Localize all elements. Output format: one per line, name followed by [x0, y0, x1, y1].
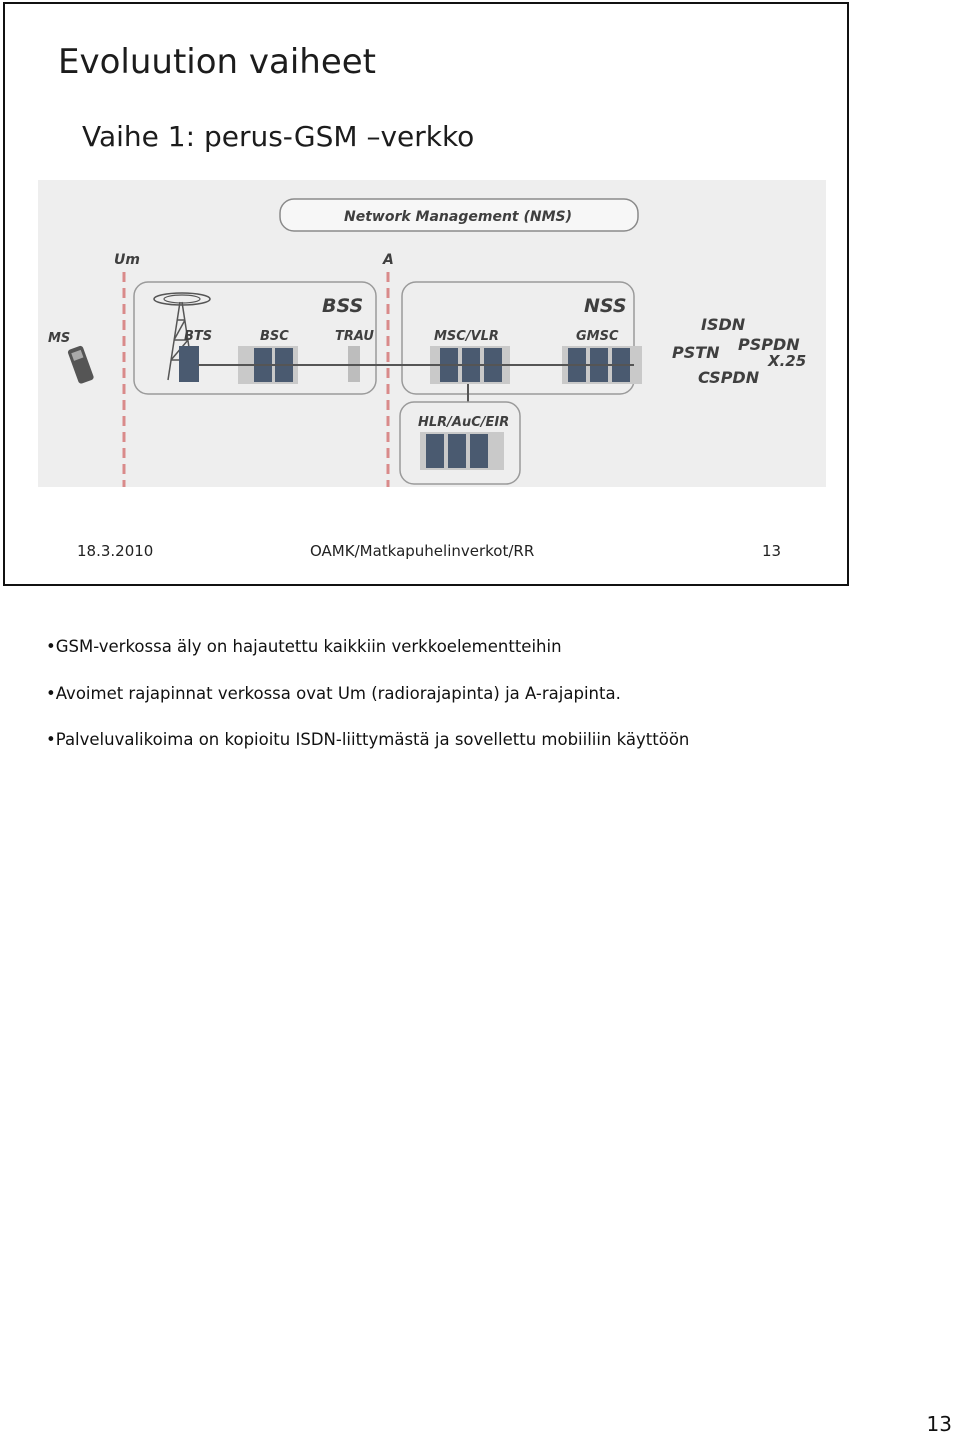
- x25-label: X.25: [768, 352, 807, 370]
- gsm-network-diagram: [38, 180, 826, 487]
- hlr-label: HLR/AuC/EIR: [418, 415, 510, 430]
- isdn-label: ISDN: [701, 315, 746, 334]
- bts-rack: [179, 346, 199, 382]
- footer-date: 18.3.2010: [77, 542, 154, 560]
- bullet-item-1: •GSM-verkossa äly on hajautettu kaikkiin verkkoelementteihin: [46, 637, 562, 656]
- cspdn-label: CSPDN: [698, 368, 760, 387]
- bts-label: BTS: [184, 329, 213, 344]
- bss-label: BSS: [322, 295, 364, 317]
- pstn-label: PSTN: [672, 343, 720, 362]
- ms-label: MS: [48, 331, 71, 346]
- bullet-item-2: •Avoimet rajapinnat verkossa ovat Um (radiorajapinta) ja A-rajapinta.: [46, 684, 621, 703]
- slide: [3, 2, 849, 586]
- um-label: Um: [114, 252, 140, 268]
- bsc-label: BSC: [260, 329, 289, 344]
- slide-title: Evoluution vaiheet: [58, 42, 377, 82]
- slide-subtitle: Vaihe 1: perus-GSM –verkko: [82, 120, 475, 153]
- gmsc-label: GMSC: [576, 329, 619, 344]
- nss-label: NSS: [584, 295, 627, 317]
- msc-vlr-label: MSC/VLR: [434, 329, 499, 344]
- footer-source: OAMK/Matkapuhelinverkot/RR: [310, 542, 535, 560]
- page-number: 13: [926, 1412, 952, 1436]
- footer-slide-number: 13: [762, 542, 782, 560]
- trau-label: TRAU: [335, 329, 374, 344]
- nms-label: Network Management (NMS): [344, 209, 572, 225]
- hlr-rack: [420, 432, 504, 470]
- ms-phone-icon: [67, 345, 94, 384]
- pspdn-label: PSPDN: [738, 335, 800, 354]
- a-label: A: [383, 252, 394, 268]
- bullet-item-3: •Palveluvalikoima on kopioitu ISDN-liittymästä ja sovellettu mobiiliin käyttöön: [46, 730, 690, 749]
